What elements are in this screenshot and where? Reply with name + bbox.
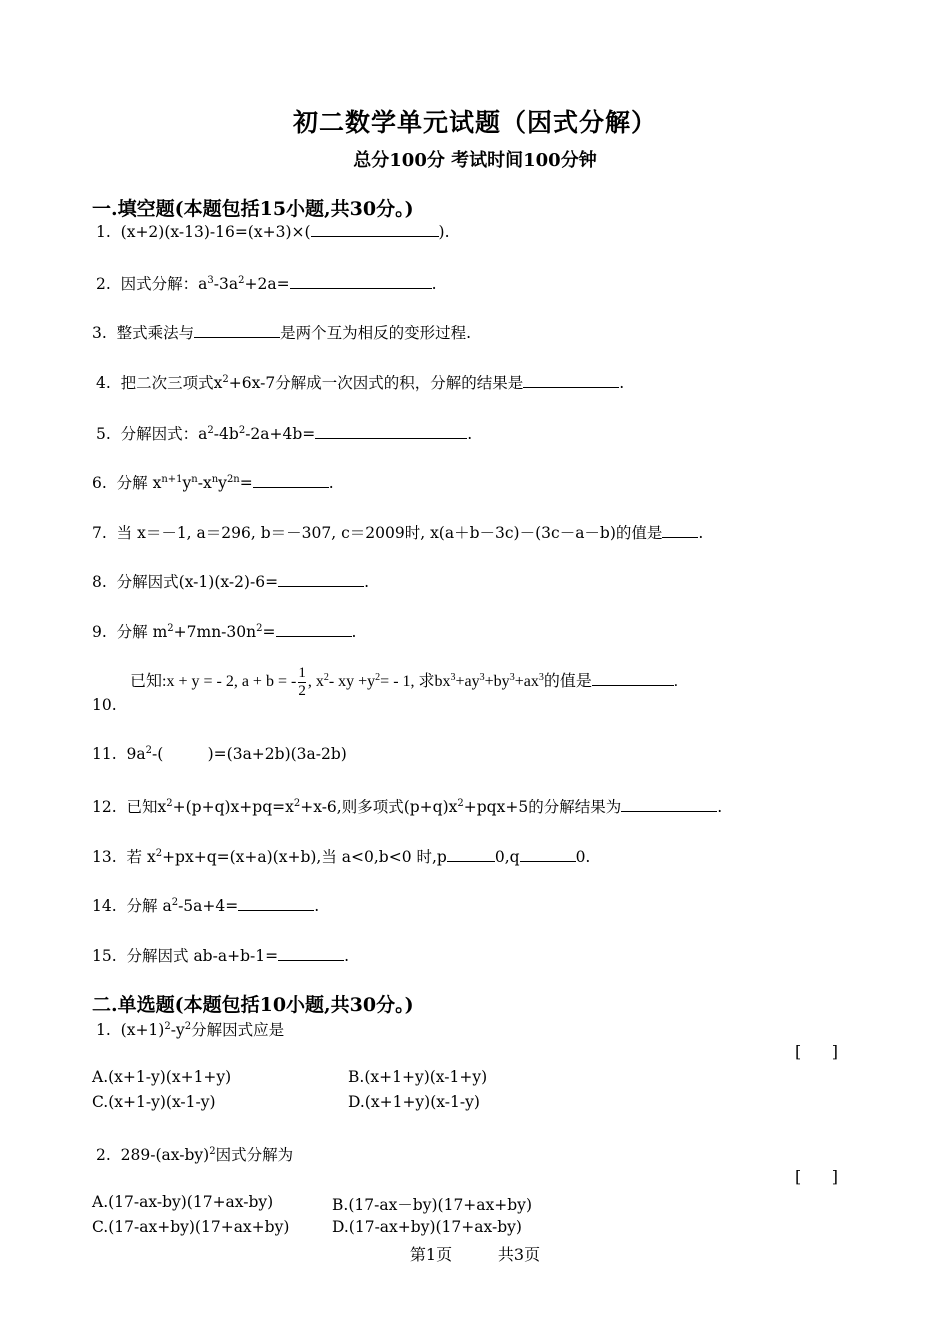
question-text: -x xyxy=(197,474,212,492)
answer-blank[interactable] xyxy=(523,373,619,388)
question-text: 当 x＝－1, a＝296, b＝－307, c＝2009时, x(a＋b－3c)－(3c－a－b)的值是 xyxy=(116,524,663,542)
question-text: . xyxy=(314,897,320,915)
exponent: 2 xyxy=(164,1021,171,1032)
question-number: 11. xyxy=(92,745,117,763)
question-text: 分解 x xyxy=(116,474,162,492)
page-title: 初二数学单元试题（因式分解） xyxy=(292,108,657,137)
option-a[interactable]: A.(x+1-y)(x+1+y) xyxy=(92,1068,232,1086)
exponent: 2 xyxy=(256,623,263,634)
question-text: -5a+4= xyxy=(178,897,239,915)
answer-blank[interactable] xyxy=(621,797,717,812)
exponent: 2n xyxy=(226,474,240,485)
exponent: 2 xyxy=(171,897,179,908)
question-text: +ax xyxy=(514,673,539,691)
question-text: +2a= xyxy=(244,275,290,293)
question-number: 13. xyxy=(92,848,117,866)
exponent: 2 xyxy=(323,672,329,684)
question-text: +px+q=(x+a)(x+b),当 a<0,b<0 时,p xyxy=(162,848,447,866)
question-1-9 xyxy=(92,620,356,642)
question-number: 1. xyxy=(96,1021,111,1039)
question-text: y xyxy=(182,474,192,492)
question-1-4 xyxy=(96,371,624,393)
question-1-15 xyxy=(92,944,349,966)
question-text: y xyxy=(218,474,227,492)
exponent: 2 xyxy=(184,1021,192,1032)
question-text: 分解因式(x-1)(x-2)-6= xyxy=(116,573,279,591)
question-text: -4b xyxy=(213,425,239,443)
fraction-denominator: 2 xyxy=(298,683,306,699)
question-text: (x+1) xyxy=(120,1021,165,1039)
question-text: +x-6,则多项式(p+q)x xyxy=(300,798,458,816)
answer-blank[interactable] xyxy=(276,622,352,637)
exponent: n+1 xyxy=(161,474,183,485)
page-subtitle: 总分100分 考试时间100分钟 xyxy=(353,150,597,171)
option-c[interactable]: C.(x+1-y)(x-1-y) xyxy=(92,1093,216,1111)
question-text: -3a xyxy=(213,275,239,293)
question-text: , x xyxy=(307,673,324,691)
question-1-10-number: 10. xyxy=(92,696,117,714)
question-text: ). xyxy=(438,223,450,241)
question-number: 5. xyxy=(96,425,111,443)
question-text: -y xyxy=(170,1021,185,1039)
question-text: . xyxy=(431,275,437,293)
option-d[interactable]: D.(x+1+y)(x-1-y) xyxy=(348,1093,480,1111)
question-text: . xyxy=(351,623,357,641)
answer-blank[interactable] xyxy=(520,847,576,862)
exponent: n xyxy=(211,474,219,485)
question-text: 整式乘法与 xyxy=(116,324,195,342)
question-1-13 xyxy=(92,845,590,867)
exponent: 2 xyxy=(207,425,214,436)
question-text: . xyxy=(344,947,350,965)
exponent: 2 xyxy=(238,275,245,286)
question-1-6 xyxy=(92,471,334,493)
exponent: 2 xyxy=(293,798,301,809)
exponent: 3 xyxy=(509,672,515,684)
question-text: . xyxy=(328,474,334,492)
question-text: 分解因式应是 xyxy=(191,1021,285,1039)
question-text: = - 1, 求bx xyxy=(380,673,451,691)
option-b[interactable]: B.(x+1+y)(x-1+y) xyxy=(348,1068,488,1086)
exponent: 2 xyxy=(145,745,152,756)
question-text: +(p+q)x+pq=x xyxy=(172,798,294,816)
question-number: 14. xyxy=(92,897,117,915)
page-number: 第1页 xyxy=(409,1245,453,1264)
question-number: 7. xyxy=(92,524,107,542)
exponent: 2 xyxy=(166,798,173,809)
option-a[interactable]: A.(17-ax-by)(17+ax-by) xyxy=(92,1193,274,1211)
fraction-numerator: 1 xyxy=(298,665,306,681)
exponent: 3 xyxy=(538,672,544,684)
question-text: +6x-7分解成一次因式的积，分解的结果是 xyxy=(228,374,524,392)
question-1-3 xyxy=(92,321,471,343)
answer-blank[interactable] xyxy=(592,671,674,686)
question-1-14 xyxy=(92,894,319,916)
question-text: 的值是 xyxy=(543,673,592,691)
exponent: 2 xyxy=(457,798,464,809)
page-total: 共3页 xyxy=(497,1245,541,1264)
answer-bracket[interactable]: [ ] xyxy=(795,1167,838,1186)
question-text: 把二次三项式x xyxy=(120,374,223,392)
question-1-10 xyxy=(130,665,678,700)
question-text: +ay xyxy=(455,673,480,691)
question-number: 6. xyxy=(92,474,107,492)
fraction xyxy=(298,665,306,700)
question-text: . xyxy=(673,673,678,691)
question-number: 8. xyxy=(92,573,107,591)
answer-blank[interactable] xyxy=(194,323,280,338)
question-text: 9a xyxy=(126,745,146,763)
exponent: 3 xyxy=(450,672,456,684)
answer-blank[interactable] xyxy=(447,847,495,862)
exponent: 3 xyxy=(207,275,214,286)
answer-blank[interactable] xyxy=(311,222,439,237)
question-1-2 xyxy=(96,272,437,294)
exponent: 2 xyxy=(155,848,163,859)
question-text: 分解 m xyxy=(116,623,168,641)
answer-blank[interactable] xyxy=(253,473,329,488)
question-text: - xy +y xyxy=(328,673,376,691)
question-text: . xyxy=(717,798,723,816)
option-b[interactable]: B.(17-ax－by)(17+ax+by) xyxy=(332,1196,532,1214)
question-number: 4. xyxy=(96,374,111,392)
question-1-11 xyxy=(92,745,347,763)
question-text: 若 x xyxy=(126,848,156,866)
question-2-1 xyxy=(96,1018,284,1040)
question-text: . xyxy=(364,573,370,591)
question-text: +pqx+5的分解结果为 xyxy=(463,798,622,816)
exponent: 2 xyxy=(222,374,229,385)
question-text: . xyxy=(698,524,704,542)
question-text: = xyxy=(262,623,276,641)
answer-blank[interactable] xyxy=(238,896,314,911)
question-number: 12. xyxy=(92,798,117,816)
question-text: -2a+4b= xyxy=(245,425,316,443)
question-number: 3. xyxy=(92,324,107,342)
question-text: 已知x xyxy=(126,798,167,816)
question-text: +by xyxy=(484,673,510,691)
answer-blank[interactable] xyxy=(315,424,467,439)
exponent: 2 xyxy=(375,672,381,684)
question-number: 15. xyxy=(92,947,117,965)
question-text: . xyxy=(619,374,625,392)
question-text: 分解因式 ab-a+b-1= xyxy=(126,947,279,965)
question-text: 分解因式：a xyxy=(120,425,208,443)
exponent: 2 xyxy=(209,1146,216,1157)
question-1-7 xyxy=(92,521,703,543)
question-text: 0. xyxy=(575,848,591,866)
question-number: 9. xyxy=(92,623,107,641)
section-1-heading: 一.填空题(本题包括15小题,共30分。) xyxy=(92,198,414,220)
question-text: 因式分解：a xyxy=(120,275,208,293)
question-text: 289-(ax-by) xyxy=(120,1146,210,1164)
question-text: 已知:x + y = - 2, a + b = - xyxy=(130,673,297,691)
answer-bracket[interactable]: [ ] xyxy=(795,1042,838,1061)
answer-blank[interactable] xyxy=(278,946,344,961)
question-text: 0,q xyxy=(494,848,520,866)
question-text: -( )=(3a+2b)(3a-2b) xyxy=(152,745,347,763)
question-1-8 xyxy=(92,570,369,592)
question-number: 1. xyxy=(96,223,111,241)
exponent: 3 xyxy=(479,672,485,684)
page-footer xyxy=(0,1242,950,1265)
question-text: 分解 a xyxy=(126,897,172,915)
option-d[interactable]: D.(17-ax+by)(17+ax-by) xyxy=(332,1218,522,1236)
question-1-1 xyxy=(96,222,450,241)
question-text: 是两个互为相反的变形过程. xyxy=(280,324,472,342)
question-1-12 xyxy=(92,795,722,817)
exponent: 2 xyxy=(167,623,174,634)
question-text: = xyxy=(239,474,253,492)
exponent: n xyxy=(191,474,198,485)
answer-blank[interactable] xyxy=(662,523,698,538)
question-number: 2. xyxy=(96,1146,111,1164)
question-2-2 xyxy=(96,1143,293,1165)
question-text: +7mn-30n xyxy=(173,623,257,641)
answer-blank[interactable] xyxy=(278,572,364,587)
question-number: 2. xyxy=(96,275,111,293)
question-text: . xyxy=(467,425,473,443)
option-c[interactable]: C.(17-ax+by)(17+ax+by) xyxy=(92,1218,290,1236)
section-2-heading: 二.单选题(本题包括10小题,共30分。) xyxy=(92,994,414,1016)
exponent: 2 xyxy=(238,425,246,436)
question-1-5 xyxy=(96,422,472,444)
question-text: (x+2)(x-13)-16=(x+3)×( xyxy=(120,223,311,241)
question-text: 因式分解为 xyxy=(215,1146,294,1164)
answer-blank[interactable] xyxy=(290,274,432,289)
